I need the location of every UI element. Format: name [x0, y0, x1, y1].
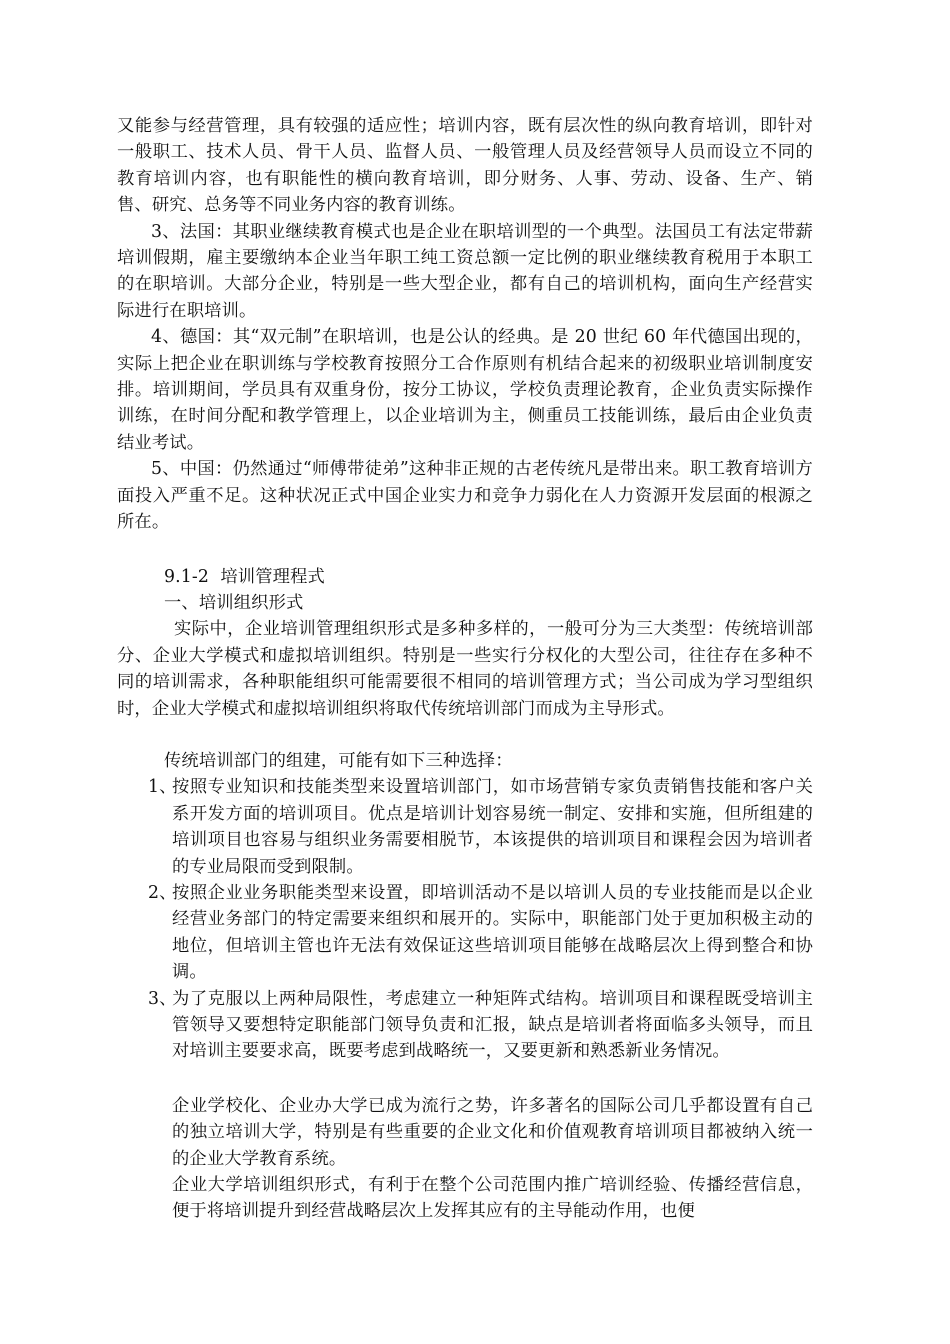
list-item-number: 2、: [148, 882, 177, 903]
paragraph-france: 3、法国：其职业继续教育模式也是企业在职培训型的一个典型。法国员工有法定带薪培训假期，雇主要缴纳本企业当年职工纯工资总额一定比例的职业继续教育税用于本职工的在职培训。大部分企业，特别是一些大型企业，都有自己的培训机构，面向生产经营实际进行在职培训。: [117, 221, 813, 321]
paragraph-germany: 4、德国：其“双元制”在职培训，也是公认的经典。是 20 世纪 60 年代德国出现的，实际上把企业在职训练与学校教育按照分工合作原则有机结合起来的初级职业培训制度安排。培训期间，学员具有双重身份，按分工协议，学校负责理论教育，企业负责实际操作训练，在时间分配和教学管理上，以企业培训为主，侧重员工技能训练，最后由企业负责结业考试。: [117, 327, 813, 453]
indented-block: [117, 1093, 813, 1225]
list-item-number: 1、: [148, 777, 177, 798]
document-body: [117, 113, 813, 1225]
paragraph-corporate-university: 企业学校化、企业办大学已成为流行之势，许多著名的国际公司几乎都设置有自己的独立培训大学，特别是有些重要的企业文化和价值观教育培训项目都被纳入统一的企业大学教育系统。: [172, 1095, 813, 1169]
spacer: [117, 722, 813, 748]
subsection-heading: 一、培训组织形式: [164, 592, 304, 613]
list-item-text: 为了克服以上两种局限性，考虑建立一种矩阵式结构。培训项目和课程既受培训主管领导又要想特定职能部门领导负责和汇报，缺点是培训者将面临多头领导，而且对培训主要要求高，既要考虑到战略统一，又要更新和熟悉新业务情况。: [172, 988, 813, 1062]
list-item: [117, 986, 813, 1065]
paragraph-corporate-university-benefits: 企业大学培训组织形式，有利于在整个公司范围内推广培训经验、传播经营信息，便于将培训提升到经营战略层次上发挥其应有的主导能动作用，也便: [172, 1175, 813, 1222]
list-item: [117, 880, 813, 986]
paragraph-germany-japan-continued: 又能参与经营管理，具有较强的适应性；培训内容，既有层次性的纵向教育培训，即针对一般职工、技术人员、骨干人员、监督人员、一般管理人员及经营领导人员而设立不同的教育培训内容，也有职能性的横向教育培训，即分财务、人事、劳动、设备、生产、销售、研究、总务等不同业务内容的教育训练。: [117, 116, 813, 216]
spacer: [117, 1065, 813, 1093]
paragraph-training-org-forms: 实际中，企业培训管理组织形式是多种多样的，一般可分为三大类型：传统培训部分、企业大学模式和虚拟培训组织。特别是一些实行分权化的大型公司，往往存在多种不同的培训需求，各种职能组织可能需要很不相同的培训管理方式；当公司成为学习型组织时，企业大学模式和虚拟培训组织将取代传统培训部门而成为主导形式。: [117, 619, 813, 719]
spacer: [117, 536, 813, 564]
list-item-text: 按照专业知识和技能类型来设置培训部门，如市场营销专家负责销售技能和客户关系开发方面的培训项目。优点是培训计划容易统一制定、安排和实施，但所组建的培训项目也容易与组织业务需要相脱节，本该提供的培训项目和课程会因为培训者的专业局限而受到限制。: [172, 777, 813, 877]
list-item: [117, 774, 813, 880]
list-item-number: 3、: [148, 988, 177, 1009]
paragraph-china: 5、中国：仍然通过“师傅带徒弟”这种非正规的古老传统凡是带出来。职工教育培训方面投入严重不足。这种状况正式中国企业实力和竞争力弱化在人力资源开发层面的根源之所在。: [117, 459, 813, 533]
section-heading: 9.1-2 培训管理程式: [164, 566, 325, 587]
paragraph-three-choices: 传统培训部门的组建，可能有如下三种选择：: [164, 750, 513, 771]
list-item-text: 按照企业业务职能类型来设置，即培训活动不是以培训人员的专业技能而是以企业经营业务部门的特定需要来组织和展开的。实际中，职能部门处于更加积极主动的地位，但培训主管也许无法有效保证这些培训项目能够在战略层次上得到整合和协调。: [172, 882, 813, 983]
